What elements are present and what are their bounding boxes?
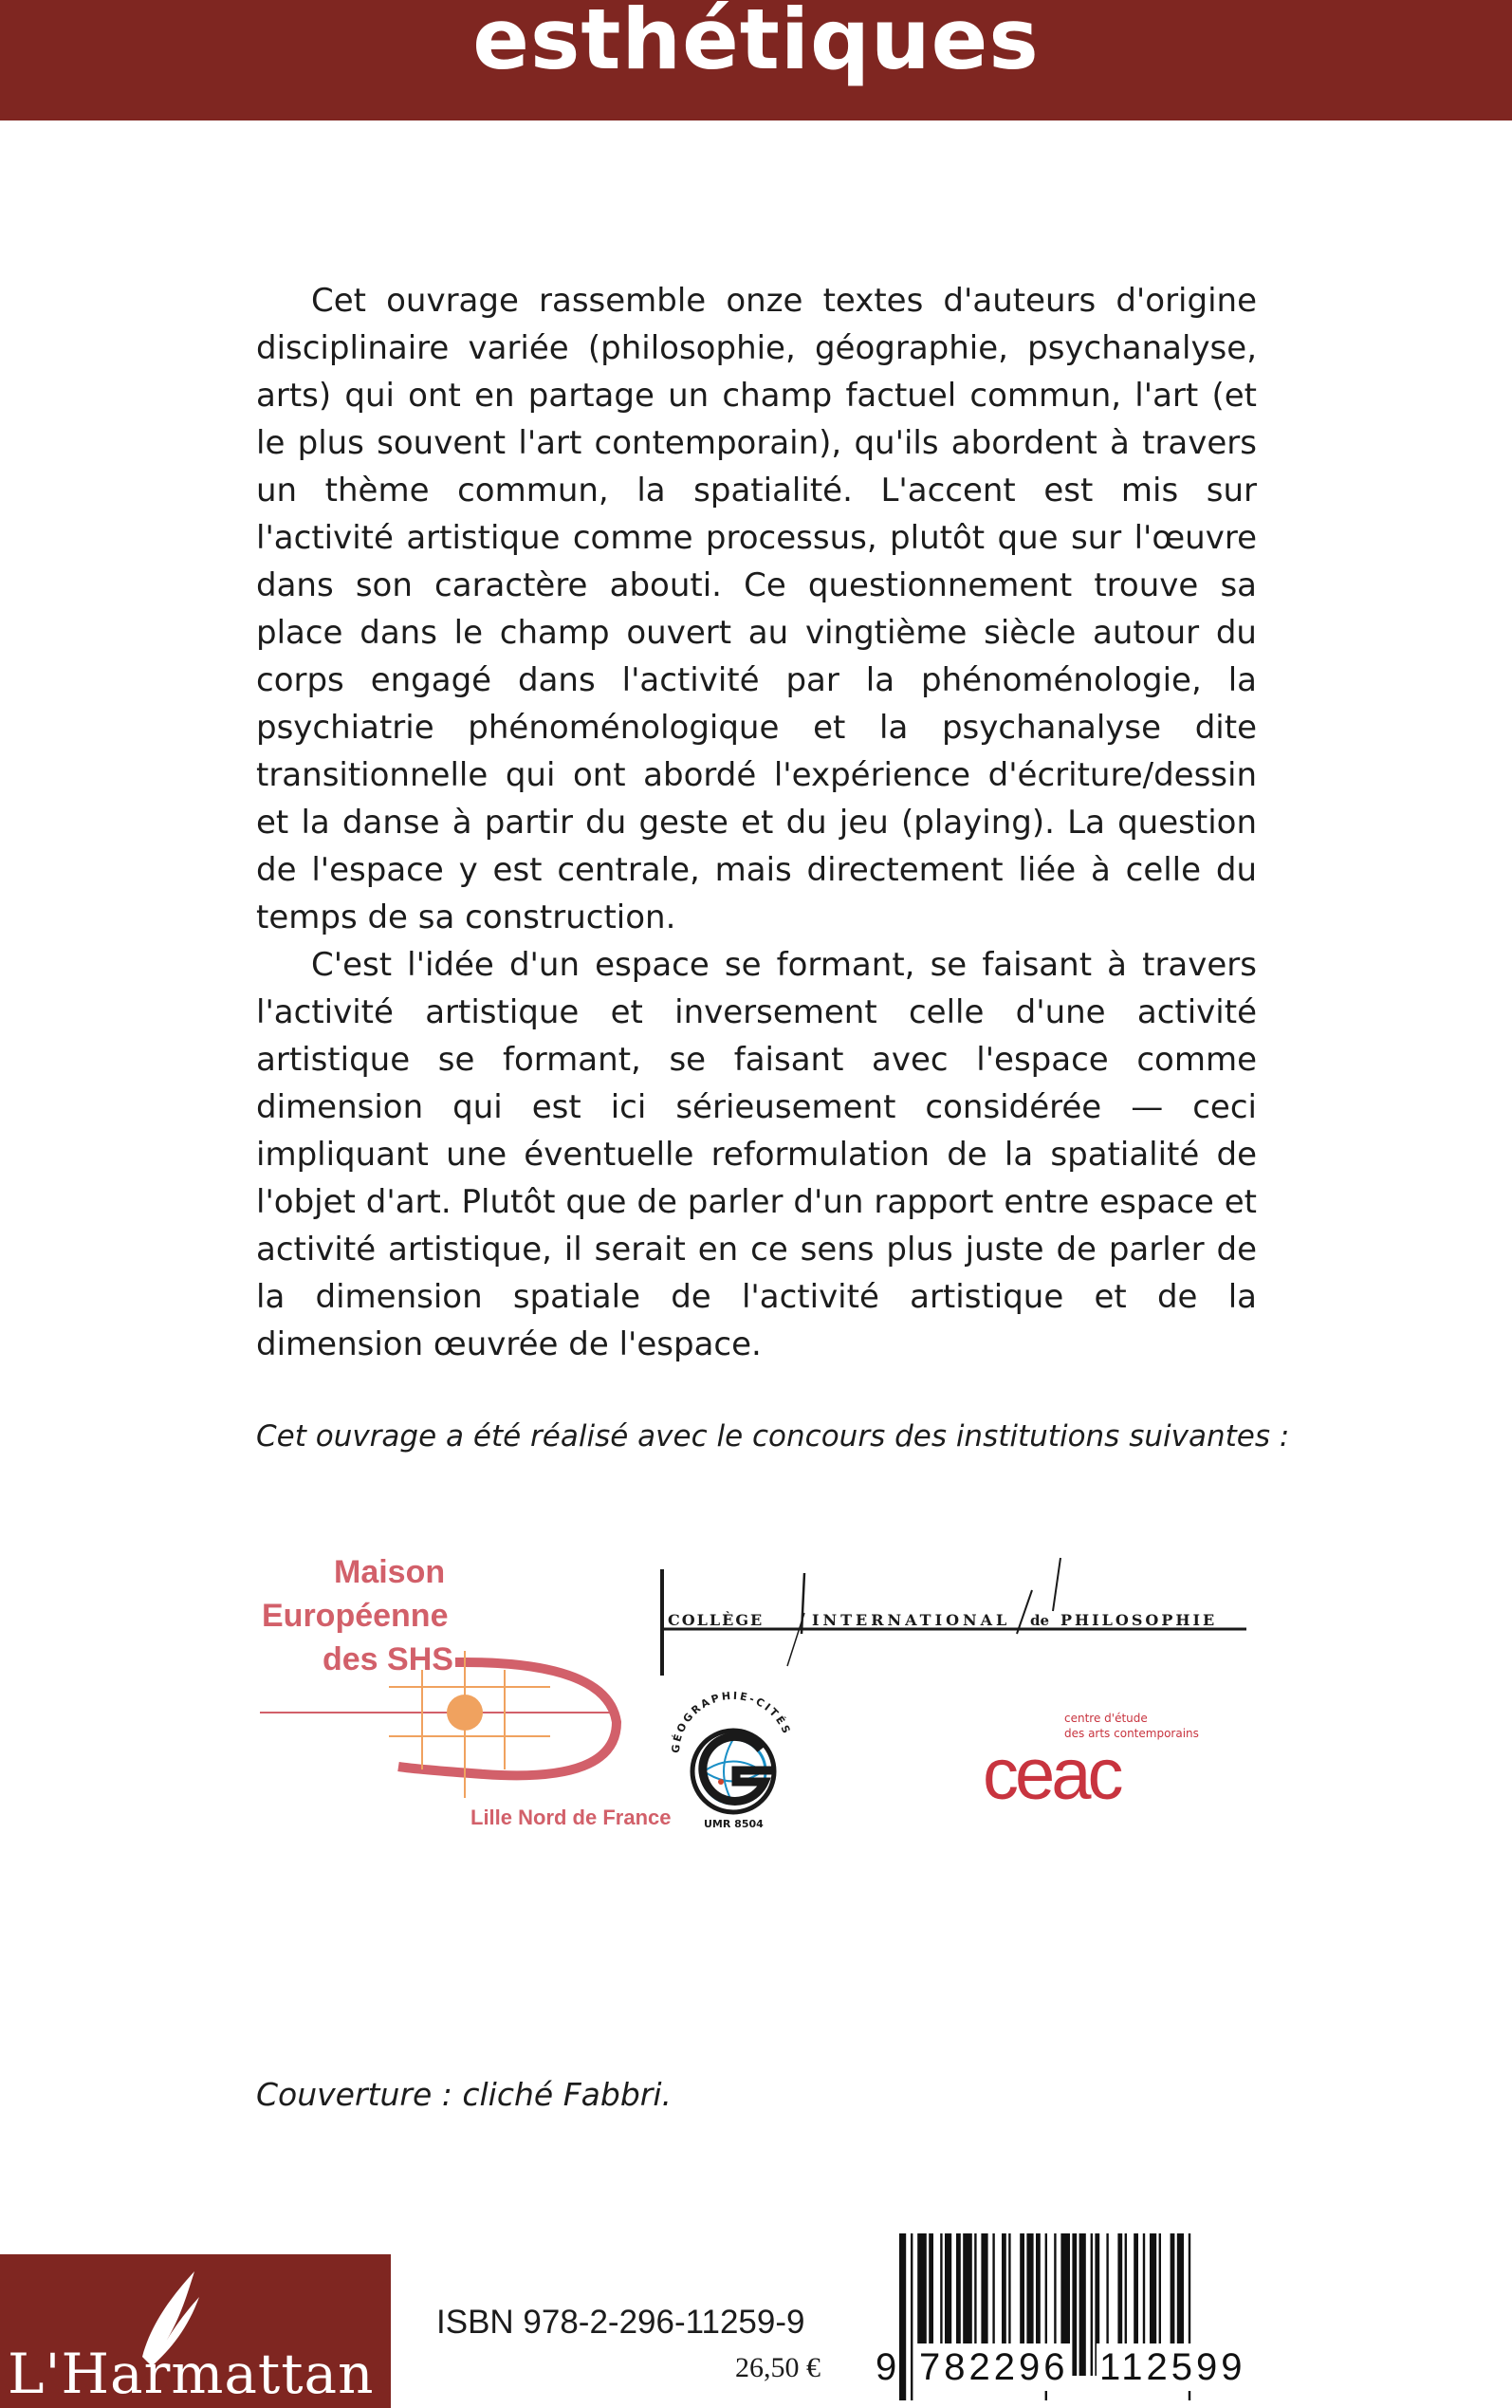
ceac-mark: ceac xyxy=(983,1734,1120,1815)
maison-logo-line2: Européenne xyxy=(262,1598,449,1634)
ceac-line2: des arts contemporains xyxy=(1064,1727,1199,1740)
college-philosophie-logo xyxy=(655,1554,1262,1677)
college-word-de: de xyxy=(1030,1612,1050,1629)
price-label: 26,50 € xyxy=(735,2352,821,2383)
geo-umr: UMR 8504 xyxy=(704,1818,764,1830)
blurb-paragraph-1: Cet ouvrage rassemble onze textes d'auteurs d'origine disciplinaire variée (philosophie, géographie, psychanalyse, arts) qui ont en partage un champ factuel commun, l'art (et le plus souvent l'art contemporain), qu'ils abordent à travers un thème commun, la spatialité. L'accent est mis sur l'activité artistique comme processus, plutôt que sur l'œuvre dans son caractère abouti. Ce questionnement trouve sa place dans le champ ouvert au vingtième siècle autour du corps engagé dans l'activité par la phénoménologie, la psychiatrie phénoménologique et la psychanalyse dite transitionnelle qui ont abordé l'expérience d'écriture/dessin et la danse à partir du geste et du jeu (playing). La question de l'espace y est centrale, mais directement liée à celle du temps de sa construction. xyxy=(256,282,1257,936)
institutions-credit: Cet ouvrage a été réalisé avec le concours des institutions suivantes : xyxy=(256,1419,1290,1454)
blurb xyxy=(256,277,1257,1368)
maison-logo-line1: Maison xyxy=(334,1554,446,1590)
barcode-digits-group2: 112599 xyxy=(1097,2343,1249,2391)
maison-logo-sub: Lille Nord de France xyxy=(470,1806,672,1829)
barcode-digit-lead: 9 xyxy=(873,2343,899,2391)
ceac-line1: centre d'étude xyxy=(1064,1712,1148,1725)
ceac-logo xyxy=(983,1706,1210,1815)
header-band xyxy=(0,0,1512,120)
college-word-college: COLLÈGE xyxy=(668,1611,765,1629)
isbn-label: ISBN 978-2-296-11259-9 xyxy=(436,2304,805,2341)
college-word-philosophie: PHILOSOPHIE xyxy=(1060,1611,1218,1629)
page-title: esthétiques xyxy=(472,0,1040,88)
geographie-cites-logo xyxy=(662,1672,804,1833)
maison-logo-dot xyxy=(447,1695,483,1731)
publisher-name: L'Harmattan xyxy=(8,2342,375,2406)
publisher-block xyxy=(0,2254,391,2408)
barcode-digits-group1: 782296 xyxy=(916,2343,1071,2391)
geo-arc-text: GÉOGRAPHIE-CITÉS xyxy=(669,1689,794,1754)
maison-logo-swoosh xyxy=(398,1662,617,1775)
publisher-logo xyxy=(0,2254,391,2408)
college-word-international: INTERNATIONAL xyxy=(812,1611,1011,1629)
cover-credit: Couverture : cliché Fabbri. xyxy=(256,2076,673,2113)
blurb-paragraph-2: C'est l'idée d'un espace se formant, se faisant à travers l'activité artistique et inversement celle d'une activité artistique se formant, se faisant avec l'espace comme dimension qui est ici sérieusement considérée — ceci impliquant une éventuelle reformulation de la spatialité de l'objet d'art. Plutôt que de parler d'un rapport entre espace et activité artistique, il serait en ce sens plus juste de parler de la dimension spatiale de l'activité artistique et de la dimension œuvrée de l'espace. xyxy=(256,946,1257,1363)
barcode-digits xyxy=(871,2343,1262,2391)
maison-europeenne-logo xyxy=(256,1547,672,1831)
maison-logo-line3: des SHS xyxy=(323,1641,453,1677)
